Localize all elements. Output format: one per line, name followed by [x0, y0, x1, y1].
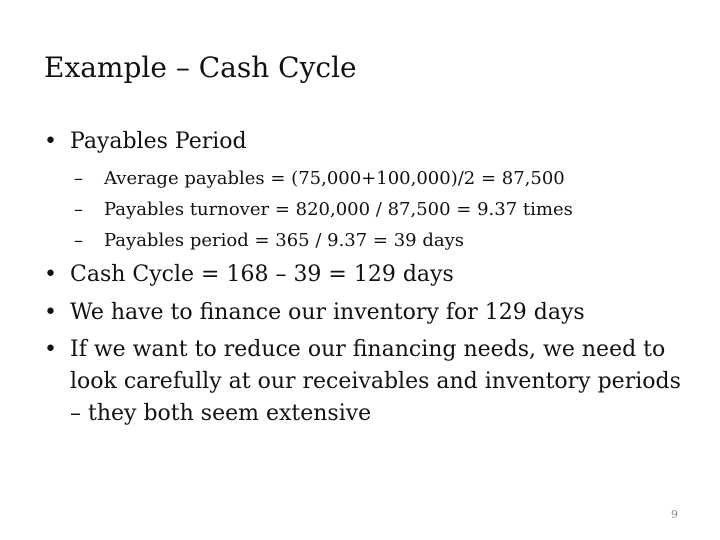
bullet-text: Cash Cycle = 168 – 39 = 129 days [70, 262, 454, 287]
subbullet-text: Payables period = 365 / 9.37 = 39 days [104, 230, 464, 251]
subbullet-dash: – [74, 199, 83, 220]
bullet-cash-cycle [44, 259, 694, 291]
bullet-text: Payables Period [70, 129, 247, 154]
bullet-dot: • [44, 262, 57, 287]
bullet-dot: • [44, 337, 57, 362]
bullet-text: If we want to reduce our financing needs, we need to look carefully at our receivables and inventory periods – they both seem extensive [70, 337, 681, 426]
bullet-finance-inventory [44, 297, 694, 329]
subbullet-payables-period [74, 226, 694, 256]
subbullet-dash: – [74, 230, 83, 251]
bullet-text: We have to finance our inventory for 129 days [70, 300, 585, 325]
subbullet-dash: – [74, 168, 83, 189]
bullet-payables-period [44, 126, 694, 158]
subbullet-average-payables [74, 164, 694, 194]
page-number: 9 [671, 508, 678, 521]
slide-title: Example – Cash Cycle [44, 51, 357, 84]
bullet-dot: • [44, 300, 57, 325]
bullet-dot: • [44, 129, 57, 154]
subbullet-text: Payables turnover = 820,000 / 87,500 = 9.37 times [104, 199, 573, 220]
subbullet-text: Average payables = (75,000+100,000)/2 = 87,500 [104, 168, 565, 189]
subbullet-payables-turnover [74, 195, 694, 225]
bullet-reduce-financing [44, 334, 694, 430]
